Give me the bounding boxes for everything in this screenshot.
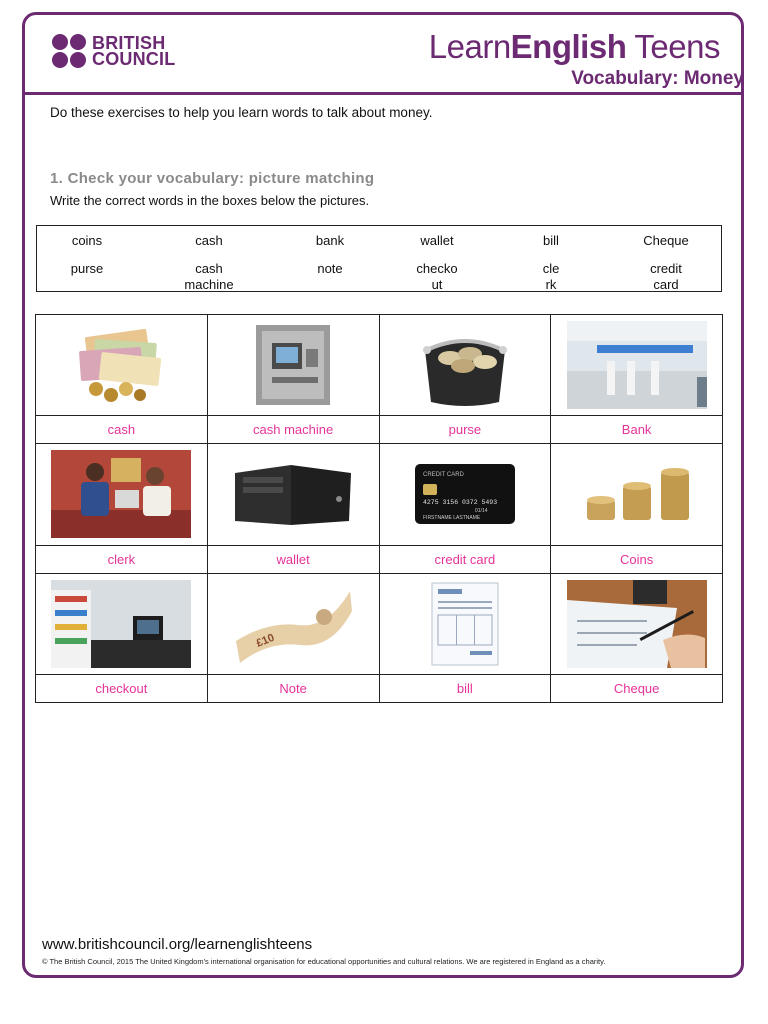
word-bank-item: credit card <box>650 261 682 292</box>
purse-icon <box>415 320 515 410</box>
answer-label: credit card <box>379 545 551 573</box>
credit-card-icon <box>413 462 517 526</box>
picture-cell <box>36 444 208 545</box>
logo-line-1: BRITISH <box>92 33 166 53</box>
word-bank-item: wallet <box>420 233 454 248</box>
picture-cell <box>379 444 551 545</box>
card-expiry: 01/14 <box>474 508 488 515</box>
card-name: FIRSTNAME LASTNAME <box>422 515 481 522</box>
word-bank-item: cash machine <box>184 261 234 292</box>
header-divider <box>22 92 744 95</box>
answer-label: bill <box>379 674 551 702</box>
word-bank-item: coins <box>71 233 103 248</box>
wallet-icon <box>231 459 356 529</box>
footer-copyright: © The British Council, 2015 The United Kingdom's international organisation for educational opportunities and cultural relations. We are registered in England as a charity. <box>42 957 606 966</box>
picture-cell <box>207 315 379 416</box>
british-council-logo <box>52 34 175 68</box>
picture-cell <box>36 315 208 416</box>
money-pile-icon <box>66 325 176 405</box>
page-subtitle: Vocabulary: Money <box>571 68 744 89</box>
card-label: CREDIT CARD <box>422 472 464 479</box>
section-instruction: Write the correct words in the boxes below the pictures. <box>50 193 370 208</box>
atm-icon <box>248 321 338 409</box>
picture-matching-grid <box>35 314 723 703</box>
bill-icon <box>430 581 500 667</box>
word-bank-item: bank <box>315 233 345 248</box>
cheque-icon <box>567 580 707 668</box>
picture-cell <box>379 315 551 416</box>
brand-title <box>429 28 720 66</box>
card-number: 4275 3156 0372 5493 <box>422 499 497 507</box>
checkout-icon <box>51 580 191 668</box>
answer-label: Cheque <box>551 674 723 702</box>
picture-cell <box>551 315 723 416</box>
answer-label: cash <box>36 416 208 444</box>
word-bank-item: cash <box>195 233 223 248</box>
clerk-icon <box>51 450 191 538</box>
section-title: 1. Check your vocabulary: picture matching <box>50 170 375 187</box>
picture-cell <box>36 573 208 674</box>
answer-label: Bank <box>551 416 723 444</box>
word-bank-item: purse <box>70 261 104 276</box>
logo-line-2: COUNCIL <box>92 49 176 69</box>
coins-icon <box>577 464 697 524</box>
answer-label: purse <box>379 416 551 444</box>
answer-label: Note <box>207 674 379 702</box>
answer-label: wallet <box>207 545 379 573</box>
brand-teens: Teens <box>626 28 720 65</box>
note-value: £10 <box>254 631 277 650</box>
answer-label: Coins <box>551 545 723 573</box>
bank-interior-icon <box>567 321 707 409</box>
word-bank <box>36 225 722 292</box>
word-bank-item: note <box>317 261 343 276</box>
picture-cell <box>551 573 723 674</box>
word-bank-item: bill <box>543 233 559 248</box>
answer-label: checkout <box>36 674 208 702</box>
banknote-icon <box>228 581 358 667</box>
brand-english: English <box>510 28 627 65</box>
logo-dots-icon <box>52 34 86 68</box>
brand-learn: Learn <box>428 28 511 65</box>
footer-url[interactable]: www.britishcouncil.org/learnenglishteens <box>42 936 313 953</box>
word-bank-item: cle rk <box>542 261 560 292</box>
intro-text: Do these exercises to help you learn words to talk about money. <box>50 105 433 120</box>
answer-label: clerk <box>36 545 208 573</box>
answer-label: cash machine <box>207 416 379 444</box>
picture-cell <box>551 444 723 545</box>
word-bank-item: checko ut <box>416 261 458 292</box>
picture-cell <box>207 444 379 545</box>
word-bank-item: Cheque <box>643 233 689 248</box>
picture-cell <box>207 573 379 674</box>
picture-cell <box>379 573 551 674</box>
